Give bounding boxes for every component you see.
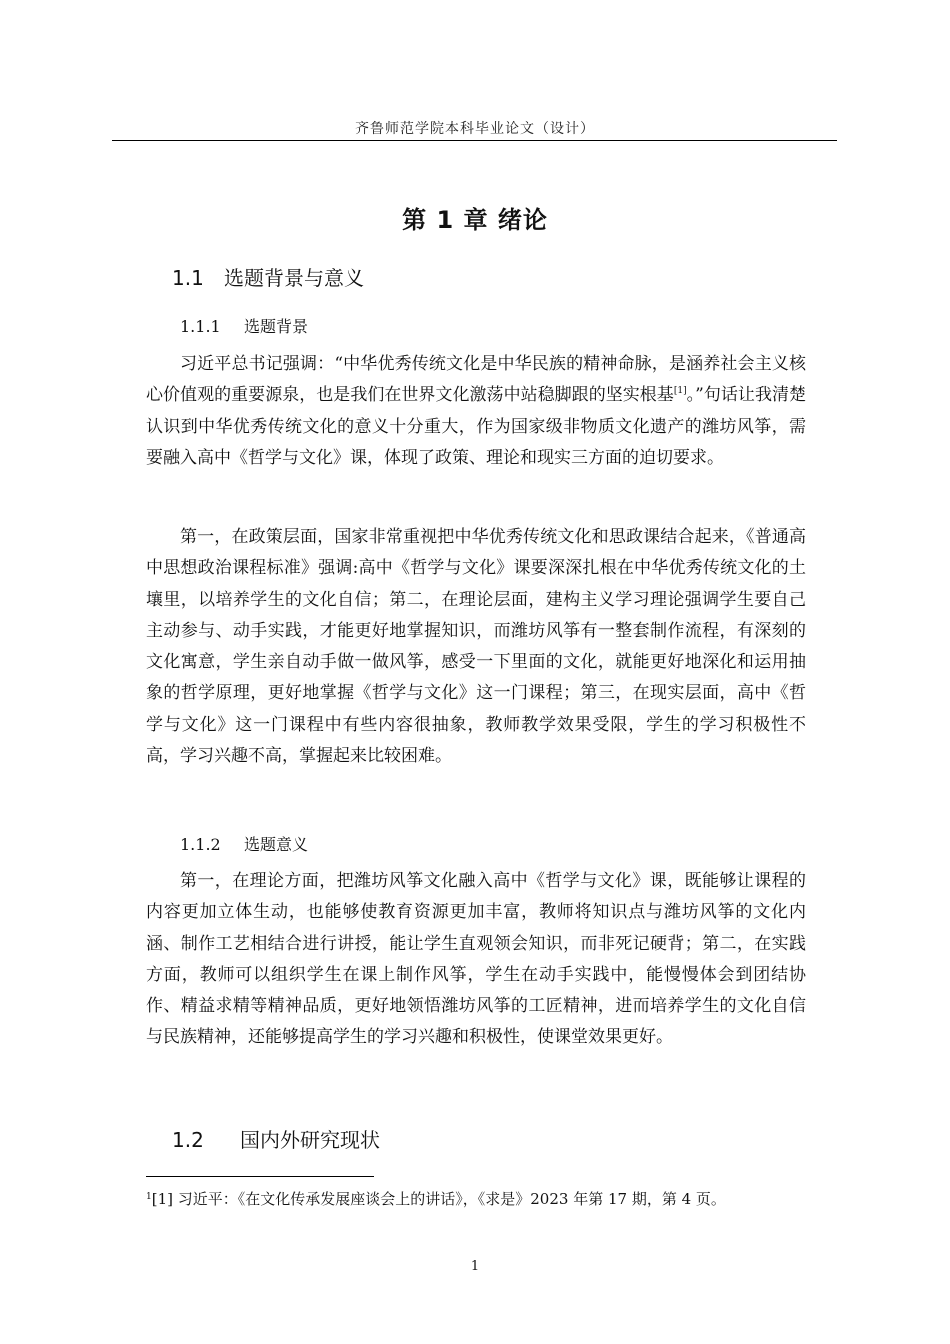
subsection-number: 1.1.2 (180, 835, 221, 854)
section-heading-1-2 (172, 1124, 380, 1153)
subsection-title: 选题意义 (244, 835, 309, 854)
citation-ref: [1] (673, 386, 687, 397)
subsection-title: 选题背景 (244, 317, 309, 336)
footnote (146, 1186, 786, 1210)
footnote-text: [1] 习近平：《在文化传承发展座谈会上的讲话》，《求是》2023 年第 17 期，第 4 页。 (151, 1190, 726, 1208)
paragraph-background-2: 第一，在政策层面，国家非常重视把中华优秀传统文化和思政课结合起来，《普通高中思想政治课程标准》强调:高中《哲学与文化》课要深深扎根在中华优秀传统文化的土壤里，以培养学生的文化自信；第二，在理论层面，建构主义学习理论强调学生要自己主动参与、动手实践，才能更好地掌握知识，而潍坊风筝有一整套制作流程，有深刻的文化寓意，学生亲自动手做一做风筝，感受一下里面的文化，就能更好地深化和运用抽象的哲学原理，更好地掌握《哲学与文化》这一门课程；第三，在现实层面，高中《哲学与文化》这一门课程中有些内容很抽象，教师教学效果受限，学生的学习积极性不高，学习兴趣不高，掌握起来比较困难。 (146, 527, 806, 767)
footnote-rule (146, 1176, 374, 1177)
subsection-number: 1.1.1 (180, 317, 221, 336)
section-heading-1-1 (172, 262, 364, 291)
paragraph-background-1 (146, 349, 806, 474)
paragraph-text: 习近平总书记强调：“中华优秀传统文化是中华民族的精神命脉，是涵养社会主义核心价值观的重要源泉，也是我们在世界文化激荡中站稳脚跟的坚实根基 (146, 354, 806, 406)
chapter-title: 第 1 章 绪论 (402, 206, 548, 234)
footnote-mark: 1 (146, 1192, 152, 1202)
section-number: 1.1 (172, 266, 204, 290)
section-title: 国内外研究现状 (240, 1128, 380, 1152)
paragraph-text: 。”句话让我清楚认识到中华优秀传统文化的意义十分重大，作为国家级非物质文化遗产的潍坊风筝，需要融入高中《哲学与文化》课，体现了政策、理论和现实三方面的迫切要求。 (146, 385, 806, 468)
paragraph-significance: 第一，在理论方面，把潍坊风筝文化融入高中《哲学与文化》课，既能够让课程的内容更加立体生动，也能够使教育资源更加丰富，教师将知识点与潍坊风筝的文化内涵、制作工艺相结合进行讲授，能让学生直观领会知识，而非死记硬背；第二，在实践方面，教师可以组织学生在课上制作风筝，学生在动手实践中，能慢慢体会到团结协作、精益求精等精神品质，更好地领悟潍坊风筝的工匠精神，进而培养学生的文化自信与民族精神，还能够提高学生的学习兴趣和积极性，使课堂效果更好。 (146, 871, 806, 1048)
section-number: 1.2 (172, 1128, 204, 1152)
header-rule (112, 140, 837, 141)
running-header: 齐鲁师范学院本科毕业论文（设计） (355, 121, 595, 137)
section-title: 选题背景与意义 (224, 266, 364, 290)
subsection-heading-1-1-2 (180, 832, 308, 855)
page-number: 1 (470, 1259, 480, 1274)
subsection-heading-1-1-1 (180, 314, 308, 337)
